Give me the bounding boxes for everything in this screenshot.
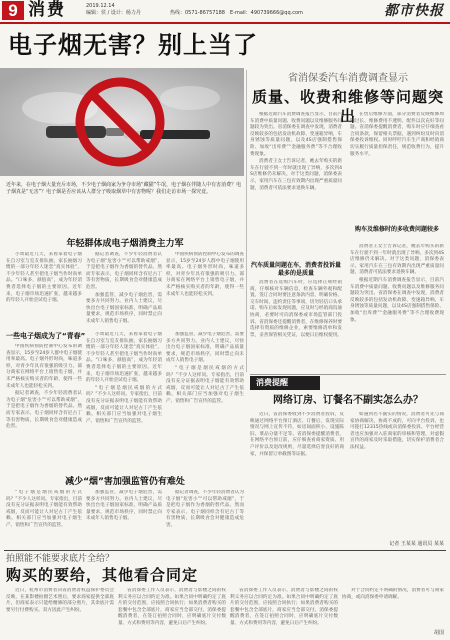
bottom-title: 购买的要给，其他看合同定 (6, 566, 199, 584)
bottom-column-2 (118, 588, 226, 636)
main-column-4 (6, 344, 82, 474)
bottom-kicker: 拍照能不能要求底片全给？ (6, 554, 115, 564)
right-story-paragraph: 消费者王女士告诉记者，她去年购买的新车在行驶不到一年时就出现了异响，多次到4S店维修仍未解决。对于这类问题，消保委表示，家用汽车在三包有效期内出现严重质量问题，消费者可依法要求退换车辆。 (350, 244, 444, 276)
main-paragraph: 据记者调查，不少年轻消费者认为电子烟“危害小”“可以帮助戒烟”，于是把电子烟作为香烟的替代品。然而专家表示，电子烟同样含有尼古丁等有害物质，长期吸食会对健康造成危害。 (166, 490, 244, 528)
header-editor: 编辑：侯 / 设计：杨力丹 (86, 10, 141, 16)
tip-column-1 (250, 412, 344, 548)
main-paragraph: 加强监管，减少电子烟危害，需要多方共同努力。业内人士建议，尽快出台电子烟国家标准，明确产品质量要求，规范市场秩序，同时禁止向未成年人销售电子烟。 (86, 292, 162, 324)
right-story-column-4 (350, 244, 444, 372)
right-story-paragraph: 根据近期汽车消费调查报告显示，目前汽车消费中质量问题、收费问题以及维修服务问题较为突出。省消保委在调查中发现，消费者反映较多的包括发动机故障、变速箱异响、车身锈蚀等质量问题，以及4S店强制搭售保险、加收“出库费”“金融服务费”等不合理收费现象。 (250, 112, 342, 157)
right-story-column-3 (250, 280, 342, 372)
main-paragraph: “电子烟是烟民戒烟的方式吗？”不少人这样问。专家指出，目前没有充分证据表明电子烟能有效帮助戒烟，反而可能让人对尼古丁产生依赖。相关部门应当加强对电子烟生产、销售和广告宣传的监管。 (6, 490, 82, 528)
main-column-5 (86, 332, 162, 474)
main-headline: 电子烟无害？别上当了 (8, 31, 258, 59)
main-paragraph: 中国疾病预防控制中心发布的调查显示，15岁至24岁人群中电子烟使用率最高。电子烟外形时尚，味道多样，对青少年具有很强的吸引力。部分商家在网络平台上销售电子烟，并未严格核实购买者的年龄，使得一些未成年人也能轻松买到。 (6, 344, 82, 389)
bottom-column-1 (6, 588, 114, 636)
main-subhead-3: 减少“烟”害加强监管仍有难处 (65, 477, 185, 487)
right-story-paragraph: 消费者王女士告诉记者，她去年购买的新车在行驶不到一年时就出现了异响，多次到4S店维修仍未解决。对于这类问题，消保委表示，家用汽车在三包有效期内出现严重质量问题，消费者可依法要求退换车辆。 (250, 159, 342, 191)
tip-section-label: 消费提醒 (250, 376, 320, 390)
bottom-column-3 (230, 588, 338, 636)
header-phone: 热线：0571-86757188 E-mail：490739666@qq.com (170, 10, 303, 16)
bottom-paragraph: 对于合同约定不明确的情况，消费者可与商家协商，或向消保委申请调解。 (342, 588, 444, 600)
header-date: 2019.12.14 (86, 3, 115, 9)
right-story-paragraph: 根据近期汽车消费调查报告显示，目前汽车消费中质量问题、收费问题以及维修服务问题较为突出。省消保委在调查中发现，消费者反映较多的包括发动机故障、变速箱异响、车身锈蚀等质量问题，以及4S店强制搭售保险、加收“出库费”“金融服务费”等不合理收费现象。 (350, 277, 444, 323)
right-story-paragraph: 消费者在选购汽车时，应选择正规经销商，仔细核对车辆信息，检查车辆外观和配置。签订合同时要注意条款内容，明确价格、交车时间、违约责任等事项，切勿轻信口头承诺。购车后如发现问题，应及时与经销商沟通协商，必要时可向消保委或市场监管部门投诉。省消保委还提醒消费者，在维修保养时要选择有资质的维修企业，索要维修清单和发票，妥善保管相关凭证，以便日后维权使用。 (250, 280, 342, 338)
tip-paragraph: 如遇到名不副实的情况，消费者可先与商家协商解决，协商不成的，可向平台投诉，也可拨打12315热线或向消保委投诉。平台经营者也应加强对入驻商家的审核和管理，对虚假宣传的商家及时采取措施，切实保护消费者合法权益。 (350, 412, 444, 450)
right-subhead-2: 购车及维修时的多收费问题较多 (354, 226, 439, 233)
main-subhead-1: 年轻群体成电子烟消费主力军 (66, 239, 184, 249)
tip-paragraph: 近日，省消保委收到不少消费者投诉，反映通过网络平台预订酒店、订餐后，发现实际情况与网上宣传不符，如房间面积小、设施陈旧、菜品分量不足等。省消保委提醒消费者，在网络平台预订前，应仔细查看商家资质、用户评价以及退改规则，尽量选择信誉良好的商家，并保留订单截图等证据。 (250, 412, 344, 457)
right-story-column-1 (250, 112, 342, 262)
page-number: 9 (2, 1, 24, 20)
main-paragraph: “电子烟是烟民戒烟的方式吗？”不少人这样问。专家指出，目前没有充分证据表明电子烟能有效帮助戒烟，反而可能让人对尼古丁产生依赖。相关部门应当加强对电子烟生产、销售和广告宣传的监管。 (166, 365, 244, 404)
tip-title: 网络订房、订餐名不副实怎么办？ (273, 395, 423, 406)
right-story-kicker: 省消保委汽车消费调查显示 (288, 73, 408, 84)
main-column-7 (6, 490, 82, 548)
main-subhead-2: 一些电子烟成为了“青春” (6, 332, 86, 340)
main-paragraph: “电子烟是烟民戒烟的方式吗？”不少人这样问。专家指出，目前没有充分证据表明电子烟能有效帮助戒烟，反而可能让人对尼古丁产生依赖。相关部门应当加强对电子烟生产、销售和广告宣传的监管。 (86, 385, 162, 424)
section-name: 消费 (28, 0, 66, 20)
right-story-title: 质量、收费和维修等问题突出 (251, 88, 444, 125)
bottom-paragraph: 近日，杭州市消费者向省消费者权益保护委员会反映，在某影楼拍摄艺术照后，要求商家提供全部底片，但商家表示只能给精修的部分照片，其余底片需要另行付费购买。双方因此产生纠纷。 (6, 588, 114, 613)
bottom-column-4 (342, 588, 444, 628)
main-paragraph: 加强监管，减少电子烟危害，需要多方共同努力。业内人士建议，尽快出台电子烟国家标准，明确产品质量要求，规范市场秩序，同时禁止向未成年人销售电子烟。 (166, 332, 244, 364)
main-column-3 (166, 252, 244, 328)
main-paragraph: 小周最近几天，来看拿着电子烟在自习室与室友排队抽，家长抽烟习惯的一部分年轻人迷恋“真实体验”，不少年轻人甚至把电子烟当作时尚单品。“口味多，颜值高”，成为年轻消费者选择电子烟的主要原因。近年来，电子烟市场迅速扩张，越来越多的年轻人开始尝试电子烟。 (86, 332, 162, 384)
bottom-paragraph: 省消保委工作人员表示，消费者与影楼之间的权利义务应以合同约定为准。如果合同中明确约定了底片的交付范围，应按照合同执行；如果消费者购买的套餐中包含全部底片，商家应当全部交付。消保委提醒消费者，在签订拍照合同时，应明确底片交付数量、方式和费用等内容，避免日后产生纠纷。 (230, 588, 338, 626)
main-story-lead: 近年来，在电子烟大量充斥市场，不少电子烟商家为争夺市场“藏猫”牛氓，电子烟在伴随人中有害消费？电子烟真是“无害”？电子烟是否应该从人群分子吸取烟草中有害物呢？我们走访市场一探究竟。 (6, 182, 242, 195)
main-paragraph: 据记者调查，不少年轻消费者认为电子烟“危害小”“可以帮助戒烟”，于是把电子烟作为香烟的替代品。然而专家表示，电子烟同样含有尼古丁等有害物质，长期吸食会对健康造成危害。 (86, 252, 162, 290)
main-column-9 (166, 490, 244, 548)
header-info (86, 3, 141, 17)
masthead-logo: 都市快报 (384, 3, 444, 19)
tip-signature: 记者 王某某 通讯员 某某 (389, 541, 444, 547)
main-column-8 (86, 490, 162, 548)
main-paragraph: 中国疾病预防控制中心发布的调查显示，15岁至24岁人群中电子烟使用率最高。电子烟外形时尚，味道多样，对青少年具有很强的吸引力。部分商家在网络平台上销售电子烟，并未严格核实购买者的年龄，使得一些未成年人也能轻松买到。 (166, 252, 244, 297)
main-paragraph: 据记者调查，不少年轻消费者认为电子烟“危害小”“可以帮助戒烟”，于是把电子烟作为香烟的替代品。然而专家表示，电子烟同样含有尼古丁等有害物质，长期吸食会对健康造成危害。 (6, 391, 82, 430)
no-vaping-photo (0, 68, 244, 176)
bottom-editor: 胡国 (433, 630, 444, 636)
bottom-top-rule (4, 550, 446, 551)
no-vaping-illustration (0, 68, 244, 176)
main-paragraph: 加强监管，减少电子烟危害，需要多方共同努力。业内人士建议，尽快出台电子烟国家标准，明确产品质量要求，规范市场秩序，同时禁止向未成年人销售电子烟。 (86, 490, 162, 522)
column-divider (246, 70, 247, 372)
bottom-paragraph: 省消保委工作人员表示，消费者与影楼之间的权利义务应以合同约定为准。如果合同中明确约定了底片的交付范围，应按照合同执行；如果消费者购买的套餐中包含全部底片，商家应当全部交付。消保委提醒消费者，在签订拍照合同时，应明确底片交付数量、方式和费用等内容，避免日后产生纠纷。 (118, 588, 226, 626)
tip-top-rule (250, 374, 446, 375)
right-story-paragraph: 在售后维修方面，部分消费者反映维修周期过长、维修费用不透明、配件以次充好等问题。省消保委提醒消费者，购车时应仔细查看合同条款，保留相关票据，遇到纠纷及时向消保委投诉维权。同时呼吁汽车生产商和经销商切实履行质量担保责任，规范收费行为，提升服务水平。 (350, 112, 444, 157)
main-paragraph: 小周最近几天，来看拿着电子烟在自习室与室友排队抽，家长抽烟习惯的一部分年轻人迷恋“真实体验”，不少年轻人甚至把电子烟当作时尚单品。“口味多，颜值高”，成为年轻消费者选择电子烟的主要原因。近年来，电子烟市场迅速扩张，越来越多的年轻人开始尝试电子烟。 (6, 252, 82, 304)
main-column-2 (86, 252, 162, 328)
main-column-6 (166, 332, 244, 474)
tip-column-2 (350, 412, 444, 540)
right-story-column-2 (350, 112, 444, 222)
right-subhead-1: 汽车质量问题在车，消费者投诉量最多的是质量 (250, 262, 341, 277)
main-column-1 (6, 252, 82, 328)
